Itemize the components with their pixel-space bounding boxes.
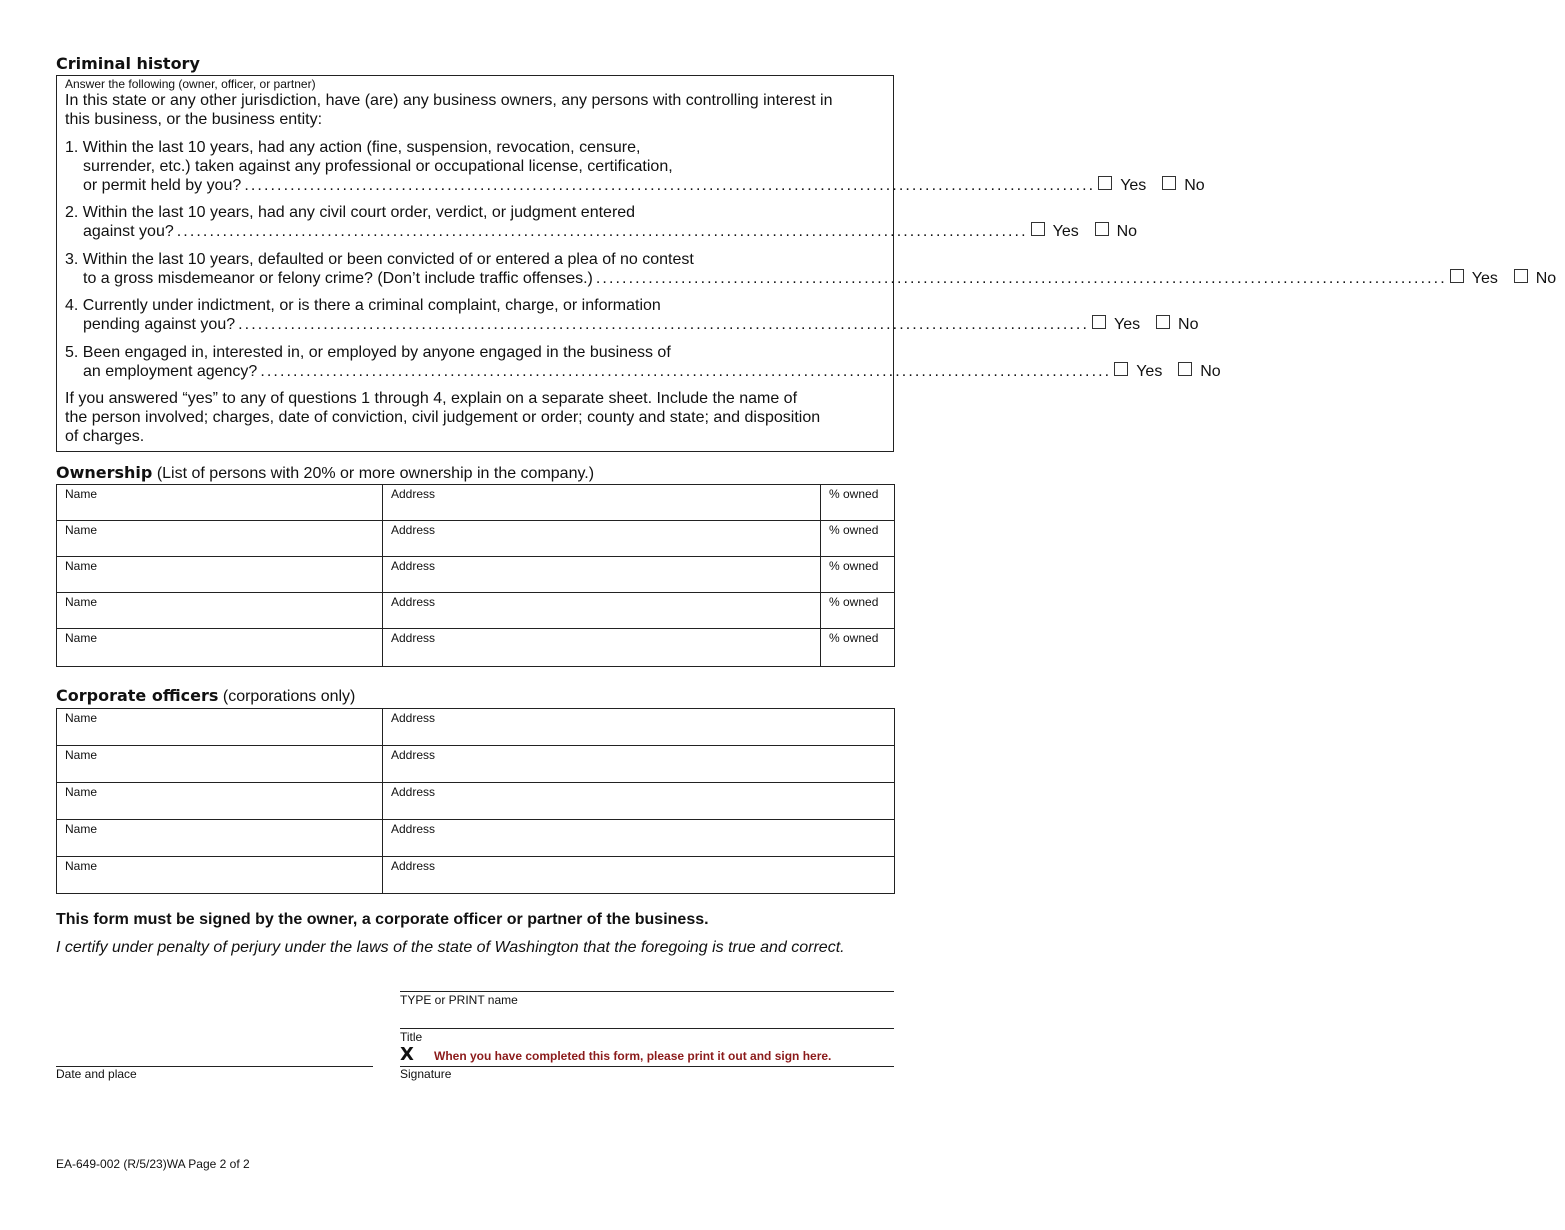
q3-yes-label: Yes [1471,270,1498,287]
question-3-line-2: to a gross misdemeanor or felony crime? (Don’t include traffic offenses.) [83,270,593,287]
question-2 [65,203,1138,241]
table-row [57,857,895,894]
officer-name-field[interactable] [57,709,383,746]
field-label: Address [391,859,436,873]
owner-name-field[interactable] [57,521,383,557]
field-label: Address [391,559,436,573]
owner-name-field[interactable] [57,629,383,667]
title-line[interactable] [400,1028,894,1029]
field-label: % owned [829,559,879,573]
officer-name-field[interactable] [57,746,383,783]
owner-percent-field[interactable] [821,521,895,557]
field-label: Name [65,559,98,573]
officers-note: (corporations only) [222,688,356,705]
field-label: Name [65,785,98,799]
question-4-line-2: pending against you? [83,316,236,333]
signature-caption: Signature [400,1067,452,1081]
field-label: % owned [829,523,879,537]
ownership-note: (List of persons with 20% or more ownership in the company.) [156,465,595,482]
officer-address-field[interactable] [383,783,895,820]
certify-statement: I certify under penalty of perjury under the laws of the state of Washington that the foregoing is true and correct. [56,939,845,956]
question-3-line-1: 3. Within the last 10 years, defaulted or been convicted of or entered a plea of no contest [65,251,694,268]
officers-title: Corporate officers [56,686,219,705]
q1-no-checkbox[interactable] [1162,176,1176,190]
officer-address-field[interactable] [383,709,895,746]
title-caption: Title [400,1030,423,1044]
ownership-table [56,484,895,667]
leader-dots: .................................................................................................................................. [595,270,1447,287]
field-label: Name [65,487,98,501]
sign-here-instruction: When you have completed this form, please print it out and sign here. [434,1049,832,1063]
leader-dots: .................................................................................................................................. [244,177,1096,194]
officer-name-field[interactable] [57,820,383,857]
question-5 [65,343,1221,381]
explain-line-1: If you answered “yes” to any of questions 1 through 4, explain on a separate sheet. Include the name of [65,390,798,407]
owner-address-field[interactable] [383,521,821,557]
q4-yes-label: Yes [1114,316,1141,333]
explain-line-3: of charges. [65,428,145,445]
field-label: Name [65,822,98,836]
answer-note: Answer the following (owner, officer, or partner) [65,77,316,91]
ownership-title: Ownership [56,463,153,482]
owner-percent-field[interactable] [821,485,895,521]
q5-yes-label: Yes [1136,363,1163,380]
table-row [57,746,895,783]
print-name-caption: TYPE or PRINT name [400,993,518,1007]
field-label: Name [65,748,98,762]
field-label: % owned [829,595,879,609]
form-id-footer: EA-649-002 (R/5/23)WA Page 2 of 2 [56,1157,250,1171]
field-label: Address [391,748,436,762]
owner-percent-field[interactable] [821,593,895,629]
officer-address-field[interactable] [383,746,895,783]
q3-yes-checkbox[interactable] [1450,269,1464,283]
field-label: Name [65,523,98,537]
owner-address-field[interactable] [383,485,821,521]
owner-percent-field[interactable] [821,629,895,667]
field-label: Address [391,523,436,537]
question-5-line-2: an employment agency? [83,363,258,380]
field-label: Name [65,711,98,725]
q4-no-label: No [1178,316,1199,333]
table-row [57,783,895,820]
owner-name-field[interactable] [57,557,383,593]
table-row [57,521,895,557]
signature-x-mark: X [400,1044,414,1065]
question-2-line-2: against you? [83,223,174,240]
q2-no-checkbox[interactable] [1095,222,1109,236]
field-label: Address [391,487,436,501]
q5-no-label: No [1200,363,1221,380]
field-label: Address [391,711,436,725]
field-label: Address [391,822,436,836]
q1-yes-checkbox[interactable] [1098,176,1112,190]
field-label: Name [65,595,98,609]
field-label: Address [391,631,436,645]
intro-line-1: In this state or any other jurisdiction, have (are) any business owners, any persons with controlling interest in [65,92,833,109]
q4-yes-checkbox[interactable] [1092,315,1106,329]
question-1 [65,138,1205,195]
officer-name-field[interactable] [57,857,383,894]
q4-no-checkbox[interactable] [1156,315,1170,329]
field-label: % owned [829,631,879,645]
officer-address-field[interactable] [383,857,895,894]
intro-line-2: this business, or the business entity: [65,111,323,128]
question-2-line-1: 2. Within the last 10 years, had any civil court order, verdict, or judgment entered [65,204,636,221]
field-label: Address [391,785,436,799]
field-label: % owned [829,487,879,501]
leader-dots: .................................................................................................................................. [260,363,1112,380]
q2-yes-checkbox[interactable] [1031,222,1045,236]
officers-heading [56,686,355,706]
officer-address-field[interactable] [383,820,895,857]
question-4-line-1: 4. Currently under indictment, or is there a criminal complaint, charge, or information [65,297,661,314]
criminal-history-heading: Criminal history [56,54,200,73]
q3-no-label: No [1535,270,1557,287]
owner-address-field[interactable] [383,593,821,629]
ownership-heading [56,463,594,483]
table-row [57,557,895,593]
owner-percent-field[interactable] [821,557,895,593]
table-row [57,709,895,746]
table-row [57,820,895,857]
q2-yes-label: Yes [1052,223,1079,240]
table-row [57,485,895,521]
q5-yes-checkbox[interactable] [1114,362,1128,376]
leader-dots: .................................................................................................................................. [176,223,1028,240]
officers-table [56,708,895,894]
q3-no-checkbox[interactable] [1514,269,1528,283]
owner-address-field[interactable] [383,629,821,667]
officer-name-field[interactable] [57,783,383,820]
explain-line-2: the person involved; charges, date of conviction, civil judgement or order; county and state; and disposition [65,409,821,426]
table-row [57,629,895,667]
table-row [57,593,895,629]
field-label: Name [65,631,98,645]
signature-line[interactable] [400,1066,894,1067]
leader-dots: .................................................................................................................................. [238,316,1090,333]
field-label: Address [391,595,436,609]
question-5-line-1: 5. Been engaged in, interested in, or employed by anyone engaged in the business of [65,344,671,361]
question-1-line-3: or permit held by you? [83,177,242,194]
date-place-caption: Date and place [56,1067,137,1081]
owner-name-field[interactable] [57,593,383,629]
q1-no-label: No [1184,177,1205,194]
q1-yes-label: Yes [1120,177,1147,194]
owner-name-field[interactable] [57,485,383,521]
q5-no-checkbox[interactable] [1178,362,1192,376]
q2-no-label: No [1116,223,1138,240]
question-1-line-2: surrender, etc.) taken against any professional or occupational license, certification, [83,158,673,175]
question-1-line-1: 1. Within the last 10 years, had any action (fine, suspension, revocation, censure, [65,139,641,156]
owner-address-field[interactable] [383,557,821,593]
print-name-line[interactable] [400,991,894,992]
question-3 [65,250,1557,288]
field-label: Name [65,859,98,873]
must-sign-notice: This form must be signed by the owner, a corporate officer or partner of the business. [56,911,709,928]
question-4 [65,296,1199,334]
